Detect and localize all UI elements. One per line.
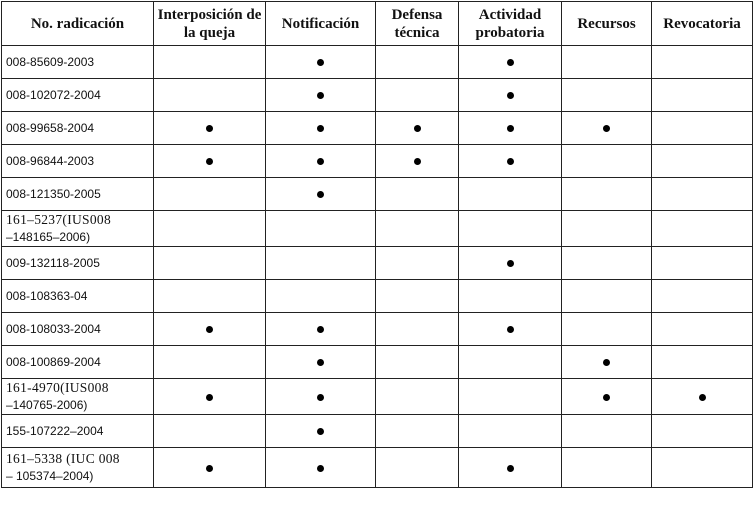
table-row <box>2 112 753 145</box>
bullet-dot-icon <box>414 125 421 132</box>
mark-cell <box>376 379 459 415</box>
mark-cell <box>266 346 376 379</box>
mark-cell <box>562 46 652 79</box>
radicacion-number-line: 008-121350-2005 <box>6 186 101 201</box>
mark-cell <box>459 415 562 448</box>
mark-cell <box>652 145 753 178</box>
radicacion-number-line: 008-108033-2004 <box>6 321 101 336</box>
header-interposicion-queja: Interposición de la queja <box>154 2 266 46</box>
mark-cell <box>154 112 266 145</box>
bullet-dot-icon <box>206 125 213 132</box>
radicacion-number-line: 009-132118-2005 <box>6 255 100 270</box>
mark-cell <box>459 448 562 488</box>
mark-cell <box>562 379 652 415</box>
mark-cell <box>154 280 266 313</box>
mark-cell <box>376 211 459 247</box>
mark-cell <box>652 280 753 313</box>
header-revocatoria: Revocatoria <box>652 2 753 46</box>
bullet-dot-icon <box>206 465 213 472</box>
mark-cell <box>652 448 753 488</box>
mark-cell <box>459 346 562 379</box>
header-actividad-probatoria: Actividad probatoria <box>459 2 562 46</box>
bullet-dot-icon <box>206 394 213 401</box>
mark-cell <box>652 211 753 247</box>
radicacion-number-line: –148165–2006) <box>6 230 91 244</box>
table-row <box>2 346 753 379</box>
mark-cell <box>376 145 459 178</box>
radicacion-number-cell <box>2 247 154 280</box>
bullet-dot-icon <box>317 394 324 401</box>
mark-cell <box>154 178 266 211</box>
header-defensa-tecnica: Defensa técnica <box>376 2 459 46</box>
mark-cell <box>652 379 753 415</box>
table-row <box>2 448 753 488</box>
mark-cell <box>266 112 376 145</box>
mark-cell <box>562 415 652 448</box>
table-row <box>2 280 753 313</box>
mark-cell <box>652 46 753 79</box>
radicacion-number-line: 008-108363-04 <box>6 288 88 303</box>
mark-cell <box>154 346 266 379</box>
radicacion-number-line: 008-100869-2004 <box>6 354 101 369</box>
bullet-dot-icon <box>603 394 610 401</box>
bullet-dot-icon <box>317 326 324 333</box>
mark-cell <box>562 313 652 346</box>
radicacion-table <box>1 1 753 488</box>
bullet-dot-icon <box>317 465 324 472</box>
mark-cell <box>154 415 266 448</box>
radicacion-number-line: – 105374–2004) <box>6 469 94 483</box>
mark-cell <box>154 247 266 280</box>
mark-cell <box>562 346 652 379</box>
mark-cell <box>154 145 266 178</box>
mark-cell <box>652 415 753 448</box>
radicacion-number-cell <box>2 211 154 247</box>
table-row <box>2 415 753 448</box>
mark-cell <box>459 379 562 415</box>
mark-cell <box>376 247 459 280</box>
mark-cell <box>459 178 562 211</box>
table-row <box>2 79 753 112</box>
mark-cell <box>459 313 562 346</box>
mark-cell <box>652 112 753 145</box>
header-recursos: Recursos <box>562 2 652 46</box>
radicacion-number-cell <box>2 145 154 178</box>
bullet-dot-icon <box>507 465 514 472</box>
radicacion-number-line: 161-4970(IUS008 <box>6 380 109 395</box>
mark-cell <box>266 379 376 415</box>
bullet-dot-icon <box>507 125 514 132</box>
bullet-dot-icon <box>317 125 324 132</box>
table-row <box>2 247 753 280</box>
mark-cell <box>266 280 376 313</box>
radicacion-number-line: –140765-2006) <box>6 398 88 412</box>
mark-cell <box>376 280 459 313</box>
mark-cell <box>154 79 266 112</box>
radicacion-number-line: 008-96844-2003 <box>6 153 95 168</box>
radicacion-number-line: 161–5237(IUS008 <box>6 212 111 227</box>
mark-cell <box>562 145 652 178</box>
table-body <box>2 46 753 488</box>
mark-cell <box>266 448 376 488</box>
mark-cell <box>562 112 652 145</box>
mark-cell <box>459 46 562 79</box>
mark-cell <box>376 313 459 346</box>
mark-cell <box>562 280 652 313</box>
bullet-dot-icon <box>507 326 514 333</box>
mark-cell <box>376 112 459 145</box>
radicacion-number-cell <box>2 313 154 346</box>
mark-cell <box>154 211 266 247</box>
table-row <box>2 145 753 178</box>
bullet-dot-icon <box>507 260 514 267</box>
radicacion-number-line: 161–5338 (IUC 008 <box>6 451 120 466</box>
bullet-dot-icon <box>206 326 213 333</box>
bullet-dot-icon <box>603 359 610 366</box>
radicacion-number-cell <box>2 379 154 415</box>
mark-cell <box>266 313 376 346</box>
bullet-dot-icon <box>317 59 324 66</box>
mark-cell <box>154 46 266 79</box>
mark-cell <box>154 379 266 415</box>
header-row <box>2 2 753 46</box>
radicacion-number-line: 008-102072-2004 <box>6 87 101 102</box>
bullet-dot-icon <box>317 428 324 435</box>
mark-cell <box>266 211 376 247</box>
mark-cell <box>652 79 753 112</box>
mark-cell <box>562 178 652 211</box>
mark-cell <box>266 46 376 79</box>
table-row <box>2 379 753 415</box>
bullet-dot-icon <box>317 92 324 99</box>
table-row <box>2 46 753 79</box>
bullet-dot-icon <box>414 158 421 165</box>
mark-cell <box>154 448 266 488</box>
bullet-dot-icon <box>317 359 324 366</box>
mark-cell <box>266 79 376 112</box>
mark-cell <box>562 211 652 247</box>
mark-cell <box>266 178 376 211</box>
mark-cell <box>652 178 753 211</box>
mark-cell <box>266 247 376 280</box>
radicacion-number-cell <box>2 415 154 448</box>
bullet-dot-icon <box>507 92 514 99</box>
mark-cell <box>652 247 753 280</box>
radicacion-number-line: 008-85609-2003 <box>6 54 95 69</box>
bullet-dot-icon <box>206 158 213 165</box>
mark-cell <box>459 211 562 247</box>
bullet-dot-icon <box>507 158 514 165</box>
bullet-dot-icon <box>317 191 324 198</box>
table-row <box>2 313 753 346</box>
mark-cell <box>376 415 459 448</box>
radicacion-number-cell <box>2 448 154 488</box>
mark-cell <box>376 46 459 79</box>
mark-cell <box>266 145 376 178</box>
radicacion-number-cell <box>2 79 154 112</box>
mark-cell <box>266 415 376 448</box>
radicacion-number-cell <box>2 178 154 211</box>
mark-cell <box>376 346 459 379</box>
mark-cell <box>652 313 753 346</box>
mark-cell <box>376 448 459 488</box>
mark-cell <box>376 178 459 211</box>
bullet-dot-icon <box>317 158 324 165</box>
mark-cell <box>459 79 562 112</box>
radicacion-number-cell <box>2 346 154 379</box>
radicacion-number-cell <box>2 112 154 145</box>
radicacion-number-cell <box>2 280 154 313</box>
mark-cell <box>652 346 753 379</box>
table-row <box>2 211 753 247</box>
mark-cell <box>562 79 652 112</box>
radicacion-number-line: 155-107222–2004 <box>6 423 104 438</box>
header-no-radicacion: No. radicación <box>2 2 154 46</box>
mark-cell <box>459 247 562 280</box>
bullet-dot-icon <box>699 394 706 401</box>
mark-cell <box>459 145 562 178</box>
bullet-dot-icon <box>507 59 514 66</box>
mark-cell <box>459 112 562 145</box>
radicacion-number-cell <box>2 46 154 79</box>
mark-cell <box>562 247 652 280</box>
mark-cell <box>459 280 562 313</box>
mark-cell <box>154 313 266 346</box>
bullet-dot-icon <box>603 125 610 132</box>
radicacion-number-line: 008-99658-2004 <box>6 120 95 135</box>
table-row <box>2 178 753 211</box>
header-notificacion: Notificación <box>266 2 376 46</box>
mark-cell <box>562 448 652 488</box>
mark-cell <box>376 79 459 112</box>
